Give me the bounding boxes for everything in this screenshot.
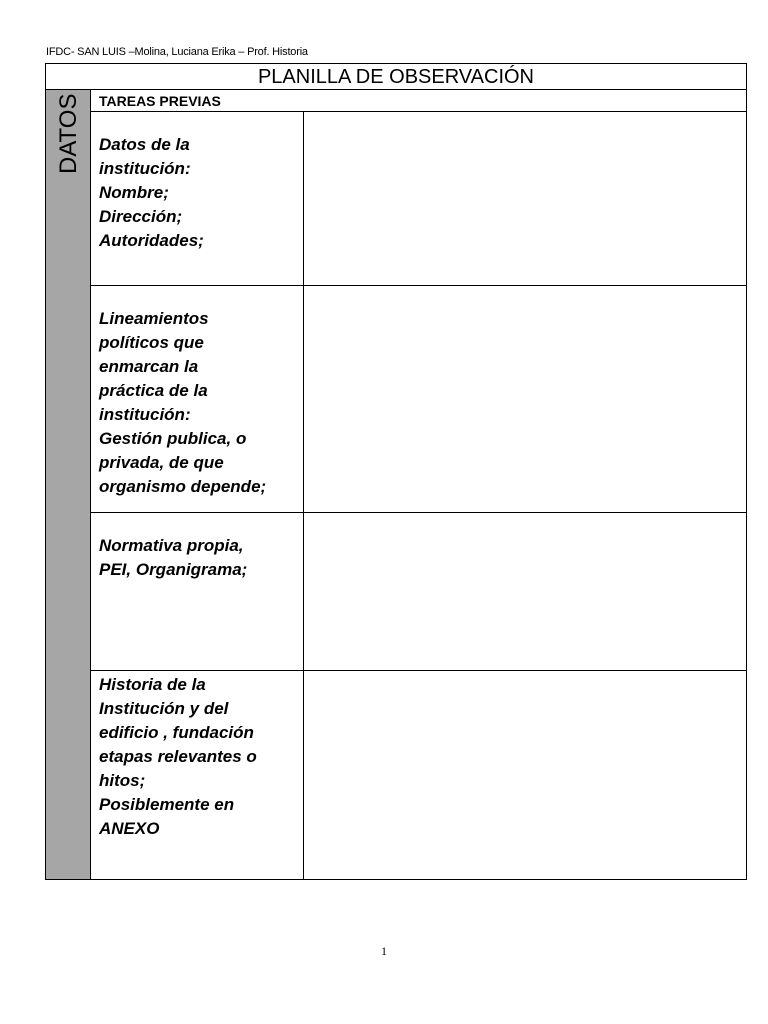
row-answer-cell[interactable] [304, 112, 746, 285]
form-row-normativa-propia [91, 513, 746, 671]
form-row-lineamientos-politicos [91, 286, 746, 513]
section-label-tareas-previas: TAREAS PREVIAS [91, 90, 746, 112]
side-label-column [46, 90, 91, 879]
row-label: Datos de la institución: Nombre; Dirección; Autoridades; [91, 112, 304, 285]
form-title: PLANILLA DE OBSERVACIÓN [46, 64, 746, 90]
side-label-datos: DATOS [55, 94, 82, 175]
form-row-datos-institucion [91, 112, 746, 286]
row-label: Historia de la Institución y del edificio , fundación etapas relevantes o hitos; Posiblemente en ANEXO [91, 671, 304, 879]
row-label: Normativa propia, PEI, Organigrama; [91, 513, 304, 670]
observation-form-table [45, 63, 747, 880]
row-label: Lineamientos políticos que enmarcan la práctica de la institución: Gestión publica, o privada, de que organismo depende; [91, 286, 304, 512]
row-answer-cell[interactable] [304, 513, 746, 670]
page-number: 1 [381, 944, 387, 958]
row-answer-cell[interactable] [304, 286, 746, 512]
form-row-historia-institucion [91, 671, 746, 879]
row-answer-cell[interactable] [304, 671, 746, 879]
document-header: IFDC- SAN LUIS –Molina, Luciana Erika – Prof. Historia [46, 46, 308, 58]
